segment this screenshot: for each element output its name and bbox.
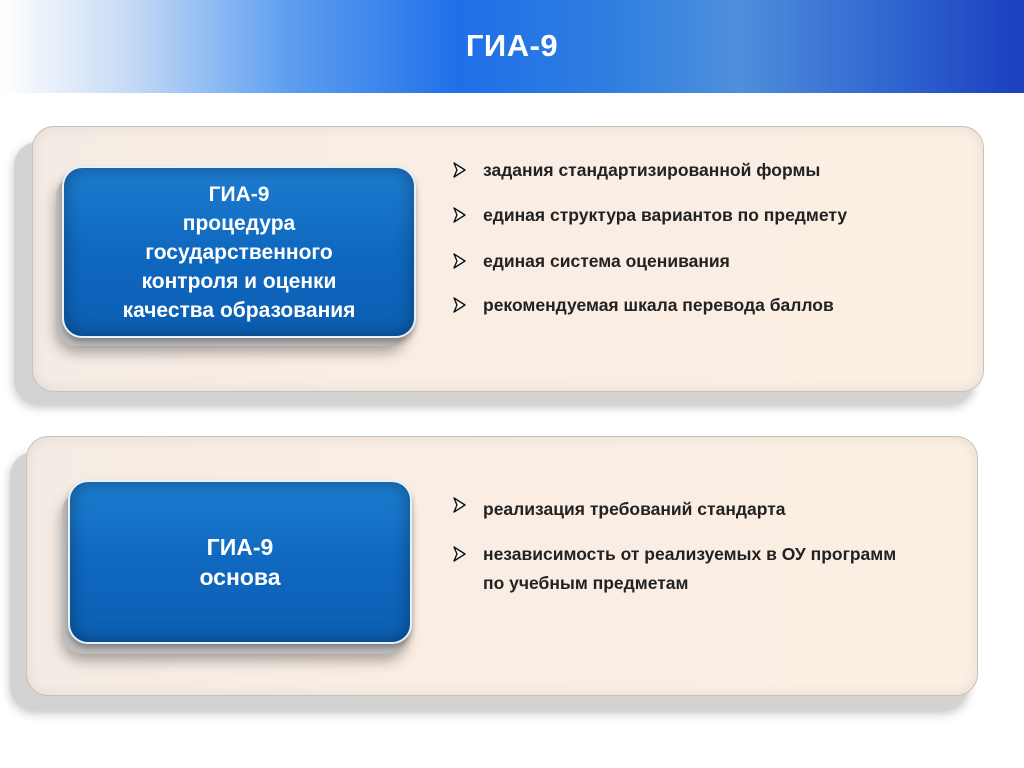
section1-box-line: контроля и оценки: [141, 269, 337, 293]
arrow-bullet-icon: [452, 206, 468, 224]
section1-box-line: процедура: [182, 211, 296, 235]
arrow-bullet-icon: [452, 496, 468, 514]
section1-box-line: ГИА-9: [208, 182, 270, 206]
list-item: [452, 495, 922, 540]
slide-title: ГИА-9: [465, 28, 559, 63]
list-item: [452, 205, 962, 251]
list-item: [452, 295, 962, 325]
list-item: [452, 540, 922, 598]
arrow-bullet-icon: [452, 296, 468, 314]
arrow-bullet-icon: [452, 252, 468, 270]
list-item: [452, 251, 962, 295]
section2-box-line: основа: [199, 564, 281, 590]
bullet-text: единая структура вариантов по предмету: [483, 205, 848, 225]
bullet-text: задания стандартизированной формы: [483, 160, 821, 180]
bullet-text: независимость от реализуемых в ОУ программ по учебным предметам: [483, 544, 897, 593]
section1-bullet-list: [452, 160, 962, 325]
arrow-bullet-icon: [452, 161, 468, 179]
section2-bullet-list: [452, 495, 922, 598]
section1-box-line: качества образования: [122, 298, 356, 322]
bullet-text: единая система оценивания: [483, 251, 730, 271]
header-banner: [0, 0, 1024, 93]
bullet-text: реализация требований стандарта: [483, 499, 786, 519]
arrow-bullet-icon: [452, 545, 468, 563]
section1-box-line: государственного: [145, 240, 333, 264]
section1-info-box: [62, 166, 416, 338]
section2-info-box: [68, 480, 412, 644]
bullet-text: рекомендуемая шкала перевода баллов: [483, 295, 834, 315]
list-item: [452, 160, 962, 205]
section2-box-line: ГИА-9: [206, 534, 274, 560]
